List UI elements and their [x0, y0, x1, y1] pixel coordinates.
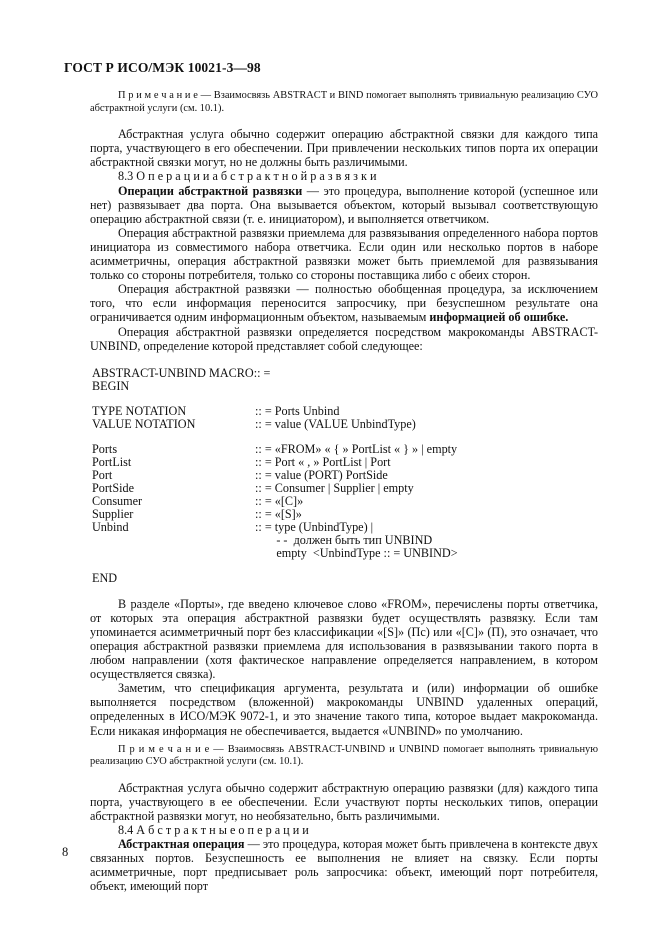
- term: информацией об ошибке.: [429, 310, 569, 325]
- paragraph: Операция абстрактной развязки определяется посредством макрокоманды ABSTRACT-UNBIND, определение которой представляет собой следующее:: [90, 324, 598, 353]
- note-label: П р и м е ч а н и е: [118, 743, 210, 755]
- note-text: — Взаимосвязь ABSTRACT-UNBIND и UNBIND помогает выполнять тривиальную реализацию СУО абстрактной услуги (см. 10.1).: [90, 743, 598, 768]
- rule-name: Unbind: [92, 519, 129, 534]
- paragraph: Абстрактная услуга обычно содержит операцию абстрактной связки для каждого типа порта, участвующего в его обеспечении. При привлечении нескольких типов порта их операции абстрактной связки могут, но не должны быть различимыми.: [90, 127, 598, 170]
- rule-name: TYPE NOTATION: [92, 403, 187, 418]
- rule-name: PortList: [92, 454, 132, 469]
- notation-rows: [90, 405, 598, 431]
- paragraph: Заметим, что спецификация аргумента, результата и (или) информации об ошибке выполняется посредством (вложенной) макрокоманды UNBIND удаленных операций, определенных в ИСО/МЭК 9072-1, и это значение такого типа, которое выдает макрокоманда. Если никакая информация не обеспечивается, выдается «UNBIND» по умолчанию.: [90, 681, 598, 738]
- section-heading-8-3: 8.3 О п е р а ц и и а б с т р а к т н о й р а з в я з к и: [118, 169, 377, 184]
- rule-name: [92, 547, 255, 560]
- rule-definition: :: = value (PORT) PortSide: [255, 467, 388, 482]
- paragraph: Операции абстрактной развязки — это процедура, выполнение которой (успешное или нет) развязывает два порта. Она вызывается объектом, который вызывал соответствующую операцию абстрактной связи (т. е. инициатором), и выполняется ответчиком.: [90, 183, 599, 226]
- paragraph: Абстрактная операция — это процедура, которая может быть привлечена в контексте двух связанных портов. Безуспешность ее выполнения не влияет на связку. Если порты асимметричные, порт предписывает роль запросчика: объект, имеющий порт потребителя, объект, имеющий порт: [90, 837, 598, 894]
- rule-definition: empty <UnbindType :: = UNBIND>: [255, 545, 458, 560]
- rule-definition: :: = «[C]»: [255, 493, 304, 508]
- rule-definition: :: = Consumer | Supplier | empty: [255, 480, 414, 495]
- document-header: ГОСТ Р ИСО/МЭК 10021-3—98: [64, 60, 261, 75]
- macro-definition: [90, 367, 598, 585]
- rule-definition: :: = Port « , » PortList | Port: [255, 454, 391, 469]
- macro-rule: [92, 469, 598, 482]
- macro-rule: [92, 495, 598, 508]
- note-2: [90, 744, 598, 769]
- paragraph: Операция абстрактной развязки приемлема для развязывания определенного набора портов инициатора из совместимого набора ответчика. Если один или несколько портов в наборе асимметричны, операция абстрактной развязки может быть приемлемой для развязывания только со стороны потребителя, только со стороны поставщика либо с обеих сторон.: [90, 225, 598, 283]
- rule-definition: :: = type (UnbindType) |: [255, 519, 374, 534]
- macro-rule: [92, 521, 598, 534]
- paragraph: В разделе «Порты», где введено ключевое слово «FROM», перечислены порты ответчика, от которых эта операция абстрактной развязки будет осуществлять развязку. Если там упоминается асимметричный порт без классификации «[S]» (Пс) или «[C]» (П), это означает, что операция абстрактной развязки приемлема для использования в развязывании такого порта в любом направлении (хотя фактическое направление определяется направлением, в котором осуществляется связка).: [90, 596, 598, 682]
- term: Операции абстрактной развязки: [118, 183, 303, 198]
- paragraph: Абстрактная услуга обычно содержит абстрактную операцию развязки (для) каждого типа порта, участвующего в ее обеспечении. Если участвуют порты нескольких типов, операции абстрактной развязки могут, но необязательно, быть различимыми.: [90, 780, 598, 823]
- macro-header: ABSTRACT-UNBIND MACRO :: =: [92, 365, 271, 380]
- macro-rule: [92, 508, 598, 521]
- rule-definition: :: = value (VALUE UnbindType): [255, 416, 416, 431]
- rule-definition: :: = «FROM» « { » PortList « } » | empty: [255, 441, 458, 456]
- page-number: 8: [62, 845, 69, 859]
- note-text: — Взаимосвязь ABSTRACT и BIND помогает выполнять тривиальную реализацию СУО абстрактной услуги (см. 10.1).: [90, 90, 598, 114]
- paragraph: Операция абстрактной развязки — полностью обобщенная процедура, за исключением того, что если информация переносится запросчику, при безуспешном результате она ограничивается одним информационным объектом, называемым информацией об ошибке.: [90, 282, 598, 325]
- rule-name: Consumer: [92, 493, 143, 508]
- note-1: [90, 90, 598, 115]
- macro-rule: [92, 534, 598, 547]
- rule-name: VALUE NOTATION: [92, 416, 196, 431]
- rule-rows: [90, 443, 598, 560]
- macro-rule: [92, 547, 598, 560]
- macro-rule: [92, 456, 598, 469]
- macro-rule: [92, 405, 598, 418]
- rule-name: Ports: [92, 441, 118, 456]
- rule-name: PortSide: [92, 480, 134, 495]
- rule-definition: - - должен быть тип UNBIND: [255, 532, 433, 547]
- rule-definition: :: = «[S]»: [255, 506, 302, 521]
- macro-begin: BEGIN: [92, 378, 130, 393]
- document-body: [90, 90, 598, 894]
- note-label: П р и м е ч а н и е: [118, 90, 198, 101]
- rule-name: [92, 534, 255, 547]
- macro-rule: [92, 482, 598, 495]
- section-heading-8-4: 8.4 А б с т р а к т н ы е о п е р а ц и и: [118, 823, 309, 838]
- macro-end: END: [92, 570, 118, 585]
- rule-name: Supplier: [92, 506, 134, 521]
- term: Абстрактная операция: [118, 837, 245, 852]
- macro-rule: [92, 418, 598, 431]
- rule-definition: :: = Ports Unbind: [255, 403, 340, 418]
- rule-name: Port: [92, 467, 113, 482]
- macro-rule: [92, 443, 598, 456]
